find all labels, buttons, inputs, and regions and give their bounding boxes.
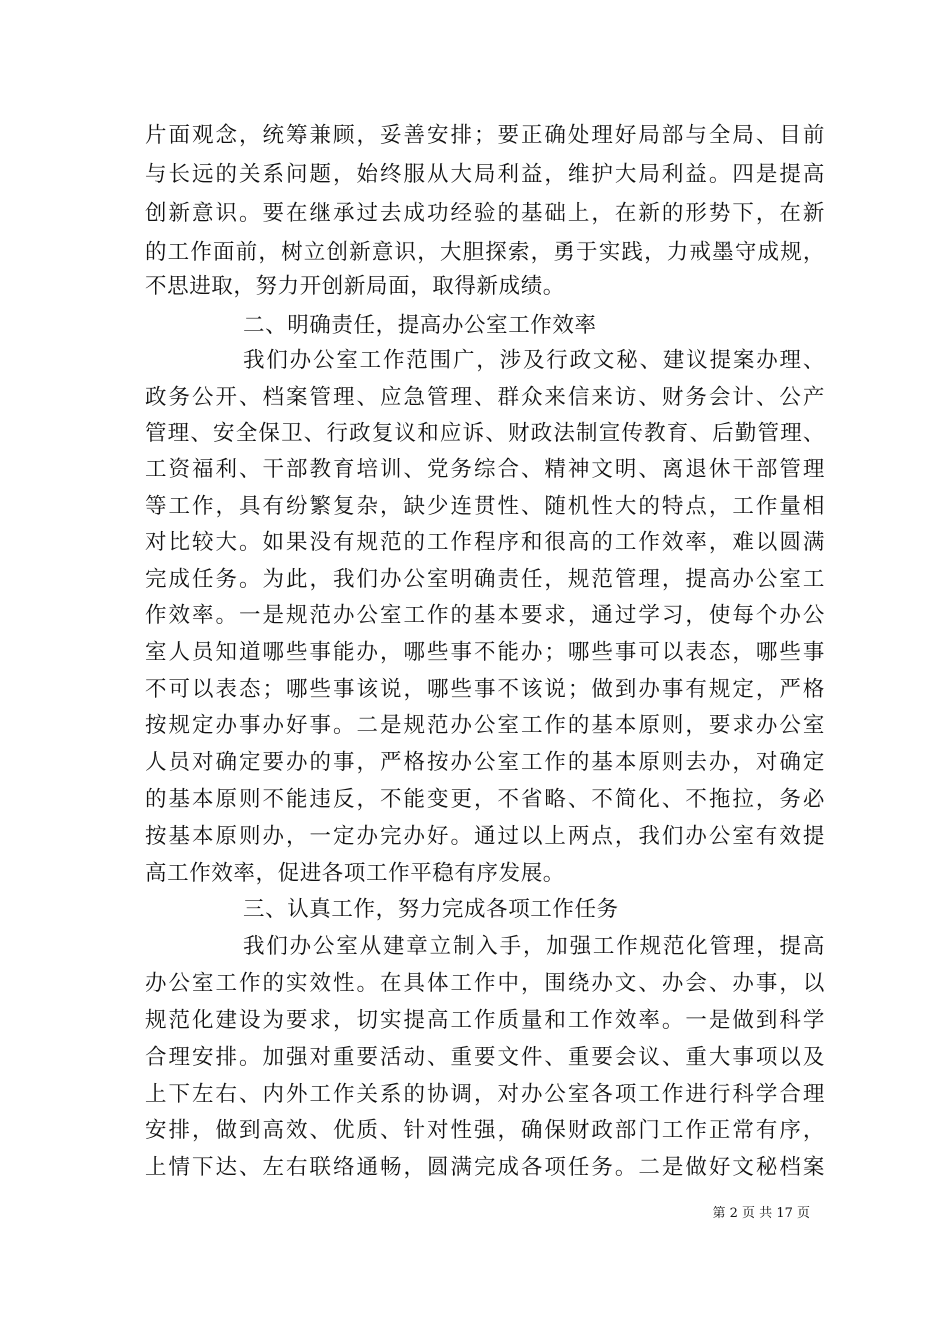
body-text-line: 不思进取，努力开创新局面，取得新成绩。: [145, 274, 565, 299]
body-text-line: 上下左右、内外工作关系的协调，对办公室各项工作进行科学合理: [145, 1082, 825, 1107]
body-text-line: 创新意识。要在继承过去成功经验的基础上，在新的形势下，在新: [145, 201, 825, 226]
body-text-line: 上情下达、左右联络通畅，圆满完成各项任务。二是做好文秘档案: [145, 1155, 825, 1180]
body-text-line: 的基本原则不能违反，不能变更，不省略、不简化、不拖拉，务必: [145, 787, 825, 812]
body-text-line: 等工作，具有纷繁复杂，缺少连贯性、随机性大的特点，工作量相: [145, 494, 825, 519]
page-number-footer: 第 2 页 共 17 页: [712, 1206, 810, 1221]
body-text-line: 规范化建设为要求，切实提高工作质量和工作效率。一是做到科学: [145, 1008, 825, 1033]
body-text-line: 片面观念，统筹兼顾，妥善安排；要正确处理好局部与全局、目前: [145, 123, 825, 148]
body-text-line: 室人员知道哪些事能办，哪些事不能办；哪些事可以表态，哪些事: [145, 640, 825, 665]
body-text-line: 按基本原则办，一定办完办好。通过以上两点，我们办公室有效提: [145, 824, 825, 849]
body-text-line: 按规定办事办好事。二是规范办公室工作的基本原则，要求办公室: [145, 713, 825, 738]
body-text-line: 安排，做到高效、优质、针对性强，确保财政部门工作正常有序，: [145, 1118, 825, 1143]
body-text-line: 合理安排。加强对重要活动、重要文件、重要会议、重大事项以及: [145, 1045, 825, 1070]
body-text-line: 不可以表态；哪些事该说，哪些事不该说；做到办事有规定，严格: [145, 677, 825, 702]
body-text-line: 完成任务。为此，我们办公室明确责任，规范管理，提高办公室工: [145, 567, 825, 592]
paragraph-first-line: 我们办公室从建章立制入手，加强工作规范化管理，提高: [243, 934, 825, 959]
body-text-line: 对比较大。如果没有规范的工作程序和很高的工作效率，难以圆满: [145, 530, 825, 555]
section-heading: 二、明确责任，提高办公室工作效率: [243, 313, 597, 338]
body-text-line: 办公室工作的实效性。在具体工作中，围绕办文、办会、办事，以: [145, 971, 825, 996]
section-heading: 三、认真工作，努力完成各项工作任务: [243, 897, 619, 922]
body-text-line: 作效率。一是规范办公室工作的基本要求，通过学习，使每个办公: [145, 603, 825, 628]
body-text-line: 管理、安全保卫、行政复议和应诉、财政法制宣传教育、后勤管理、: [145, 421, 825, 446]
body-text-line: 与长远的关系问题，始终服从大局利益，维护大局利益。四是提高: [145, 162, 825, 187]
body-text-line: 的工作面前，树立创新意识，大胆探索，勇于实践，力戒墨守成规，: [145, 240, 825, 265]
paragraph-first-line: 我们办公室工作范围广，涉及行政文秘、建议提案办理、: [243, 348, 825, 373]
body-text-line: 人员对确定要办的事，严格按办公室工作的基本原则去办，对确定: [145, 750, 825, 775]
body-text-line: 工资福利、干部教育培训、党务综合、精神文明、离退休干部管理: [145, 457, 825, 482]
body-text-line: 高工作效率，促进各项工作平稳有序发展。: [145, 861, 565, 886]
body-text-line: 政务公开、档案管理、应急管理、群众来信来访、财务会计、公产: [145, 385, 825, 410]
